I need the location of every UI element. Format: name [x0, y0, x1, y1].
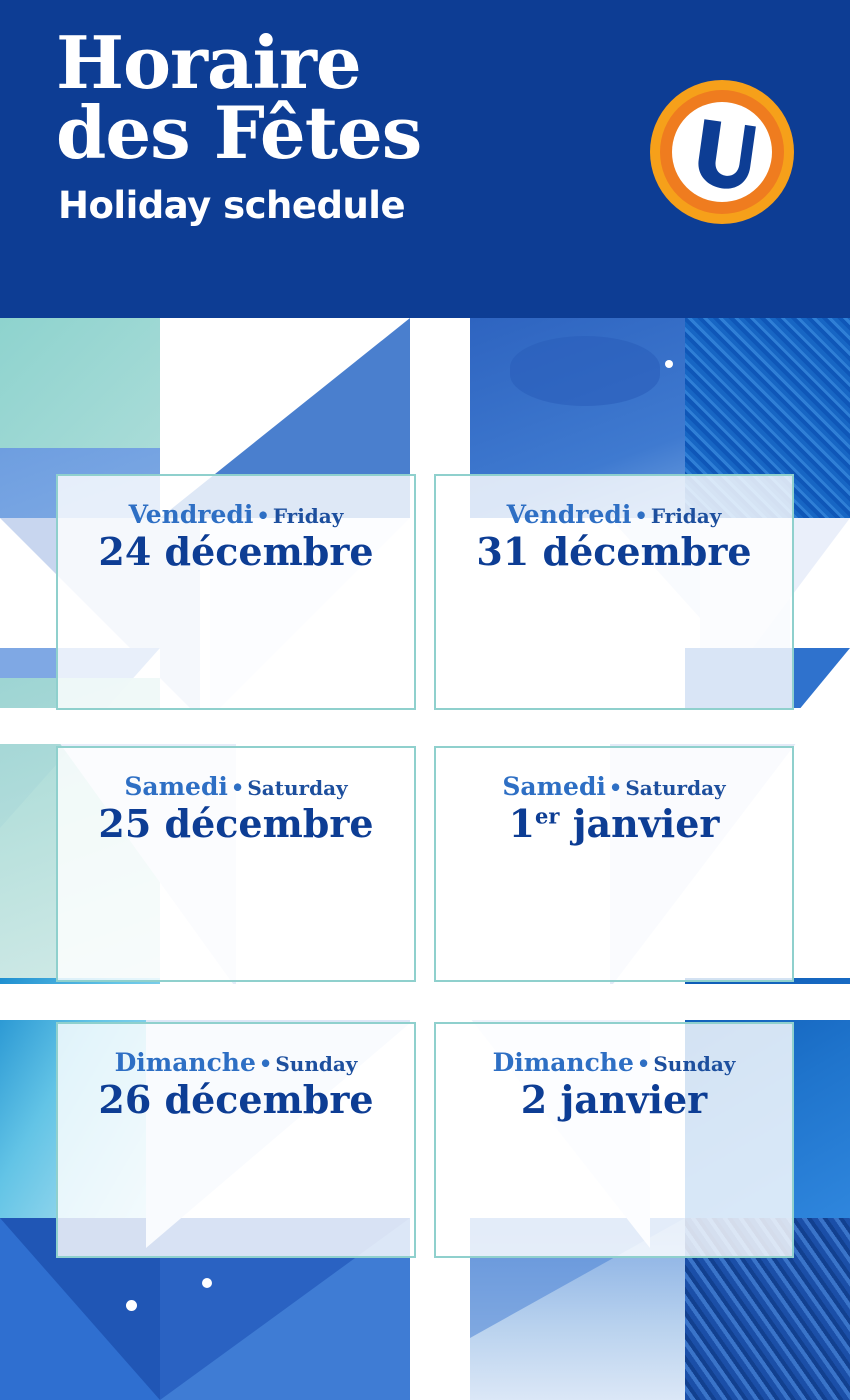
page-title-en: Holiday schedule: [58, 183, 406, 227]
card-day-line: [58, 774, 414, 800]
page-title-fr-line2: des Fêtes: [56, 89, 422, 175]
poster-header: [0, 0, 850, 318]
page-title-fr-line1: Horaire: [56, 20, 361, 105]
card-date: 31 décembre: [476, 529, 752, 575]
card-date: 25 décembre: [98, 801, 374, 847]
card-day-fr: Samedi: [124, 772, 228, 801]
card-day-fr: Dimanche: [114, 1048, 256, 1077]
card-day-en: Sunday: [275, 1052, 358, 1076]
card-day-line: [58, 1050, 414, 1076]
card-day-fr: Dimanche: [492, 1048, 634, 1077]
card-separator: •: [258, 1051, 273, 1076]
schedule-card[interactable]: [56, 746, 416, 982]
card-day-line: [436, 502, 792, 528]
card-date: 24 décembre: [98, 529, 374, 575]
card-day-en: Saturday: [625, 776, 726, 800]
card-day-en: Friday: [650, 504, 722, 528]
card-day-fr: Vendredi: [128, 500, 254, 529]
schedule-card[interactable]: [56, 474, 416, 710]
card-separator: •: [634, 503, 648, 528]
u-roundel-logo-icon: [648, 78, 796, 226]
card-day-en: Sunday: [653, 1052, 736, 1076]
card-day-en: Saturday: [247, 776, 348, 800]
card-date: [436, 802, 792, 846]
schedule-card[interactable]: [434, 746, 794, 982]
card-day-line: [436, 774, 792, 800]
card-separator: •: [636, 1051, 651, 1076]
card-separator: •: [230, 775, 245, 800]
schedule-card[interactable]: [434, 474, 794, 710]
card-day-line: [436, 1050, 792, 1076]
card-day-fr: Samedi: [502, 772, 606, 801]
schedule-card-grid: [0, 318, 850, 1400]
card-date: 26 décembre: [98, 1077, 374, 1123]
card-separator: •: [608, 775, 623, 800]
header-titles: [56, 20, 616, 227]
card-date-month: janvier: [559, 801, 720, 847]
page-title-fr: [56, 20, 616, 175]
card-separator: •: [256, 503, 270, 528]
card-day-en: Friday: [272, 504, 344, 528]
card-date-ordinal: er: [535, 803, 560, 829]
card-date: 2 janvier: [520, 1077, 708, 1123]
schedule-card[interactable]: [56, 1022, 416, 1258]
schedule-card[interactable]: [434, 1022, 794, 1258]
card-day-line: [58, 502, 414, 528]
card-day-fr: Vendredi: [506, 500, 632, 529]
card-date-prefix: 1: [508, 801, 536, 847]
